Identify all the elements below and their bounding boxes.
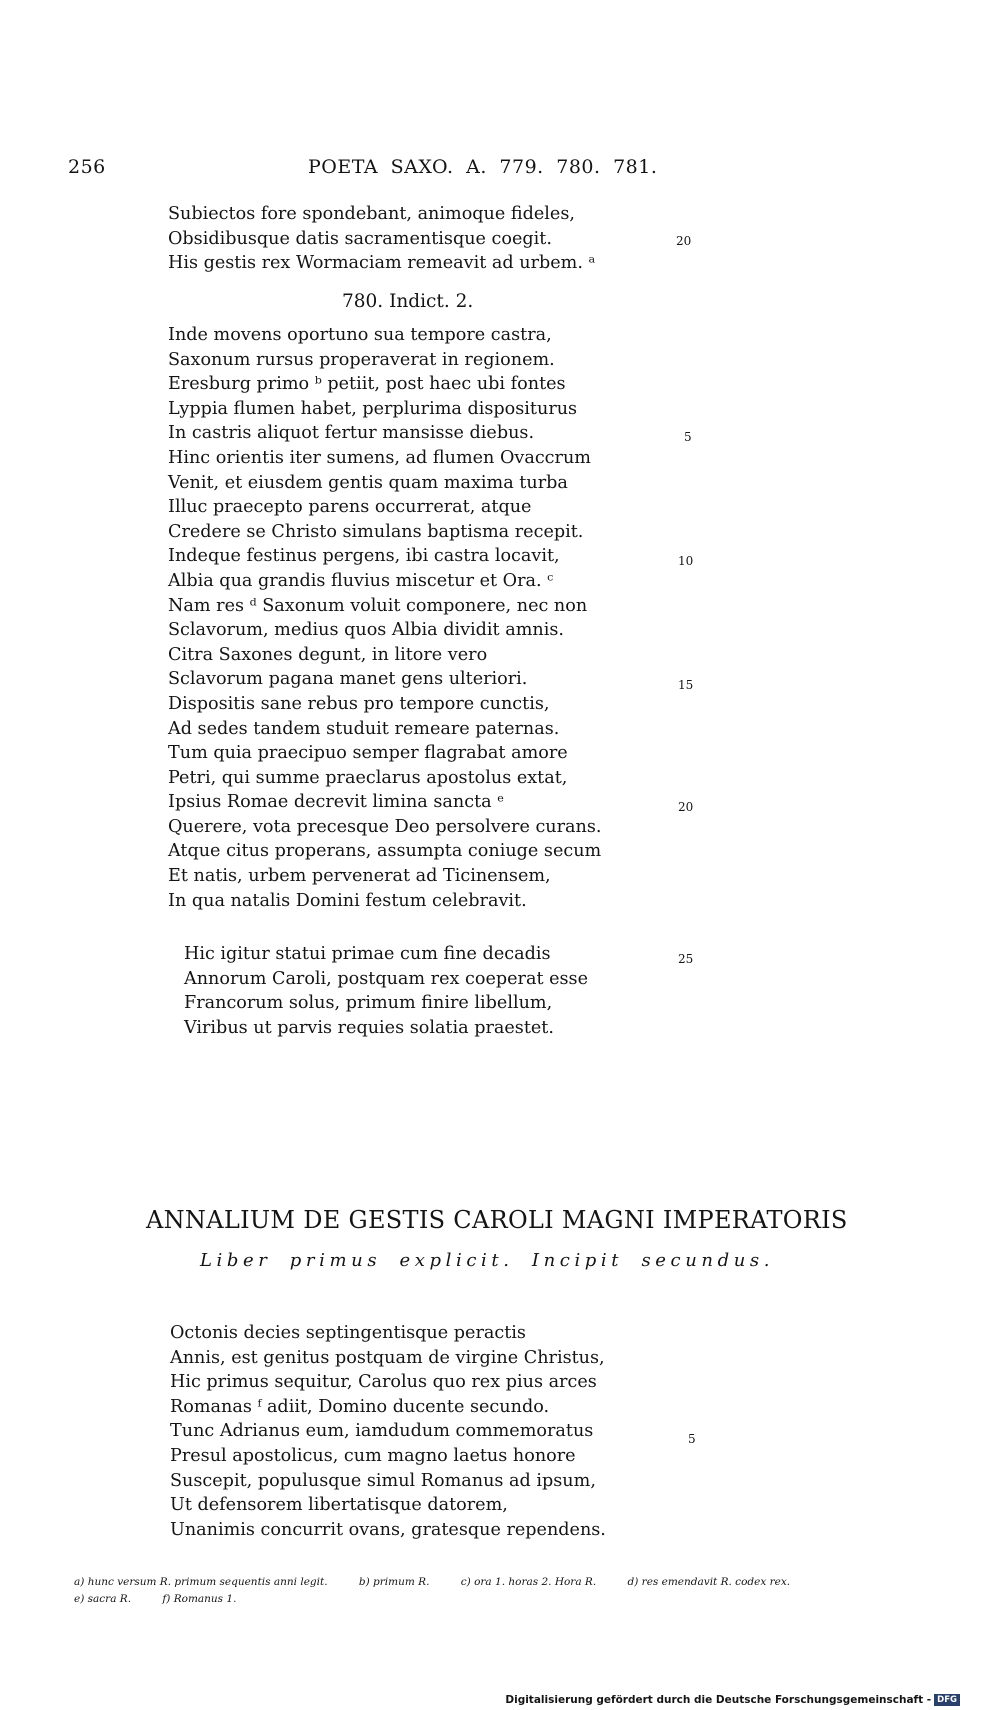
verse-line: Eresburg primo ᵇ petiit, post haec ubi fontes (168, 374, 566, 395)
verse-line: Sclavorum pagana manet gens ulteriori. (168, 669, 528, 690)
running-head: POETA SAXO. A. 779. 780. 781. (308, 156, 658, 178)
digitization-footer (505, 1694, 960, 1706)
verse-line: Illuc praecepto parens occurrerat, atque (168, 497, 532, 518)
verse-line: Presul apostolicus, cum magno laetus honore (170, 1445, 576, 1466)
verse-line: Nam res ᵈ Saxonum voluit componere, nec non (168, 595, 588, 616)
verse-line: Albia qua grandis fluvius miscetur et Ora. ᶜ (168, 570, 554, 591)
verse-line: Suscepit, populusque simul Romanus ad ipsum, (170, 1470, 596, 1491)
verse-line: Ut defensorem libertatisque datorem, (170, 1495, 508, 1516)
line-number: 5 (684, 430, 692, 444)
year-heading: 780. Indict. 2. (342, 291, 474, 312)
verse-line: Hinc orientis iter sumens, ad flumen Ovaccrum (168, 447, 591, 468)
book-subtitle: Liber primus explicit. Incipit secundus. (200, 1250, 775, 1271)
verse-line: Venit, et eiusdem gentis quam maxima turba (168, 472, 568, 493)
line-number: 15 (678, 678, 694, 692)
verse-line: Querere, vota precesque Deo persolvere curans. (168, 816, 602, 837)
line-number: 20 (676, 234, 692, 248)
book-title: ANNALIUM DE GESTIS CAROLI MAGNI IMPERATORIS (146, 1206, 848, 1234)
footnote: c) ora 1. horas 2. Hora R. (460, 1576, 597, 1588)
verse-line: Dispositis sane rebus pro tempore cunctis, (168, 693, 550, 714)
verse-line: Hic primus sequitur, Carolus quo rex pius arces (170, 1372, 597, 1393)
verse-line: Petri, qui summe praeclarus apostolus extat, (168, 767, 568, 788)
verse-line: Credere se Christo simulans baptisma recepit. (168, 521, 584, 542)
verse-line: Hic igitur statui primae cum fine decadis (184, 944, 551, 964)
verse-line: Lyppia flumen habet, perplurima dispositurus (168, 398, 578, 419)
footnote: d) res emendavit R. codex rex. (627, 1576, 791, 1588)
verse-line: Atque citus properans, assumpta coniuge secum (168, 841, 602, 862)
verse-line: In qua natalis Domini festum celebravit. (168, 890, 527, 911)
verse-line: Annorum Caroli, postquam rex coeperat esse (184, 968, 588, 989)
verse-line: Citra Saxones degunt, in litore vero (168, 644, 488, 665)
verse-line: Tunc Adrianus eum, iamdudum commemoratus (170, 1421, 594, 1442)
line-number: 25 (678, 952, 694, 966)
verse-line: Ipsius Romae decrevit limina sancta ᵉ (168, 792, 505, 813)
footnote: b) primum R. (358, 1576, 430, 1588)
footnote: e) sacra R. (74, 1593, 132, 1605)
verse-line: Romanas ᶠ adiit, Domino ducente secundo. (170, 1396, 550, 1417)
footer-text: Digitalisierung gefördert durch die Deutsche Forschungsgemeinschaft - (505, 1694, 932, 1706)
verse-line: Et natis, urbem pervenerat ad Ticinensem, (168, 866, 551, 887)
verse-line: Tum quia praecipuo semper flagrabat amore (168, 743, 568, 764)
verse-line: Saxonum rursus properaverat in regionem. (168, 349, 555, 370)
verse-block-780 (168, 323, 602, 913)
verse-line: Francorum solus, primum finire libellum, (184, 993, 553, 1014)
verse-block-book-two (170, 1321, 606, 1542)
footnote: f) Romanus 1. (162, 1593, 237, 1605)
verse-line: Octonis decies septingentisque peractis (170, 1323, 526, 1343)
verse-line: Sclavorum, medius quos Albia dividit amnis. (168, 620, 564, 641)
dfg-logo-icon: DFG (934, 1694, 960, 1706)
verse-line: Obsidibusque datis sacramentisque coegit. (168, 228, 552, 249)
line-number: 20 (678, 800, 694, 814)
verse-line: Subiectos fore spondebant, animoque fideles, (168, 204, 575, 224)
verse-line: Ad sedes tandem studuit remeare paternas. (168, 718, 560, 739)
footnotes (74, 1574, 894, 1608)
verse-line: In castris aliquot fertur mansisse diebus. (168, 423, 535, 444)
verse-line: His gestis rex Wormaciam remeavit ad urbem. ᵃ (168, 253, 596, 274)
verse-line: Viribus ut parvis requies solatia praestet. (184, 1017, 554, 1038)
line-number: 5 (688, 1432, 696, 1446)
verse-line: Indeque festinus pergens, ibi castra locavit, (168, 546, 560, 567)
verse-block-779 (168, 202, 595, 276)
footnote: a) hunc versum R. primum sequentis anni legit. (74, 1576, 328, 1588)
verse-block-closing (184, 942, 588, 1040)
verse-line: Annis, est genitus postquam de virgine Christus, (170, 1347, 605, 1368)
verse-line: Inde movens oportuno sua tempore castra, (168, 325, 552, 345)
verse-line: Unanimis concurrit ovans, gratesque rependens. (170, 1519, 606, 1540)
page-number: 256 (68, 156, 106, 178)
line-number: 10 (678, 554, 694, 568)
